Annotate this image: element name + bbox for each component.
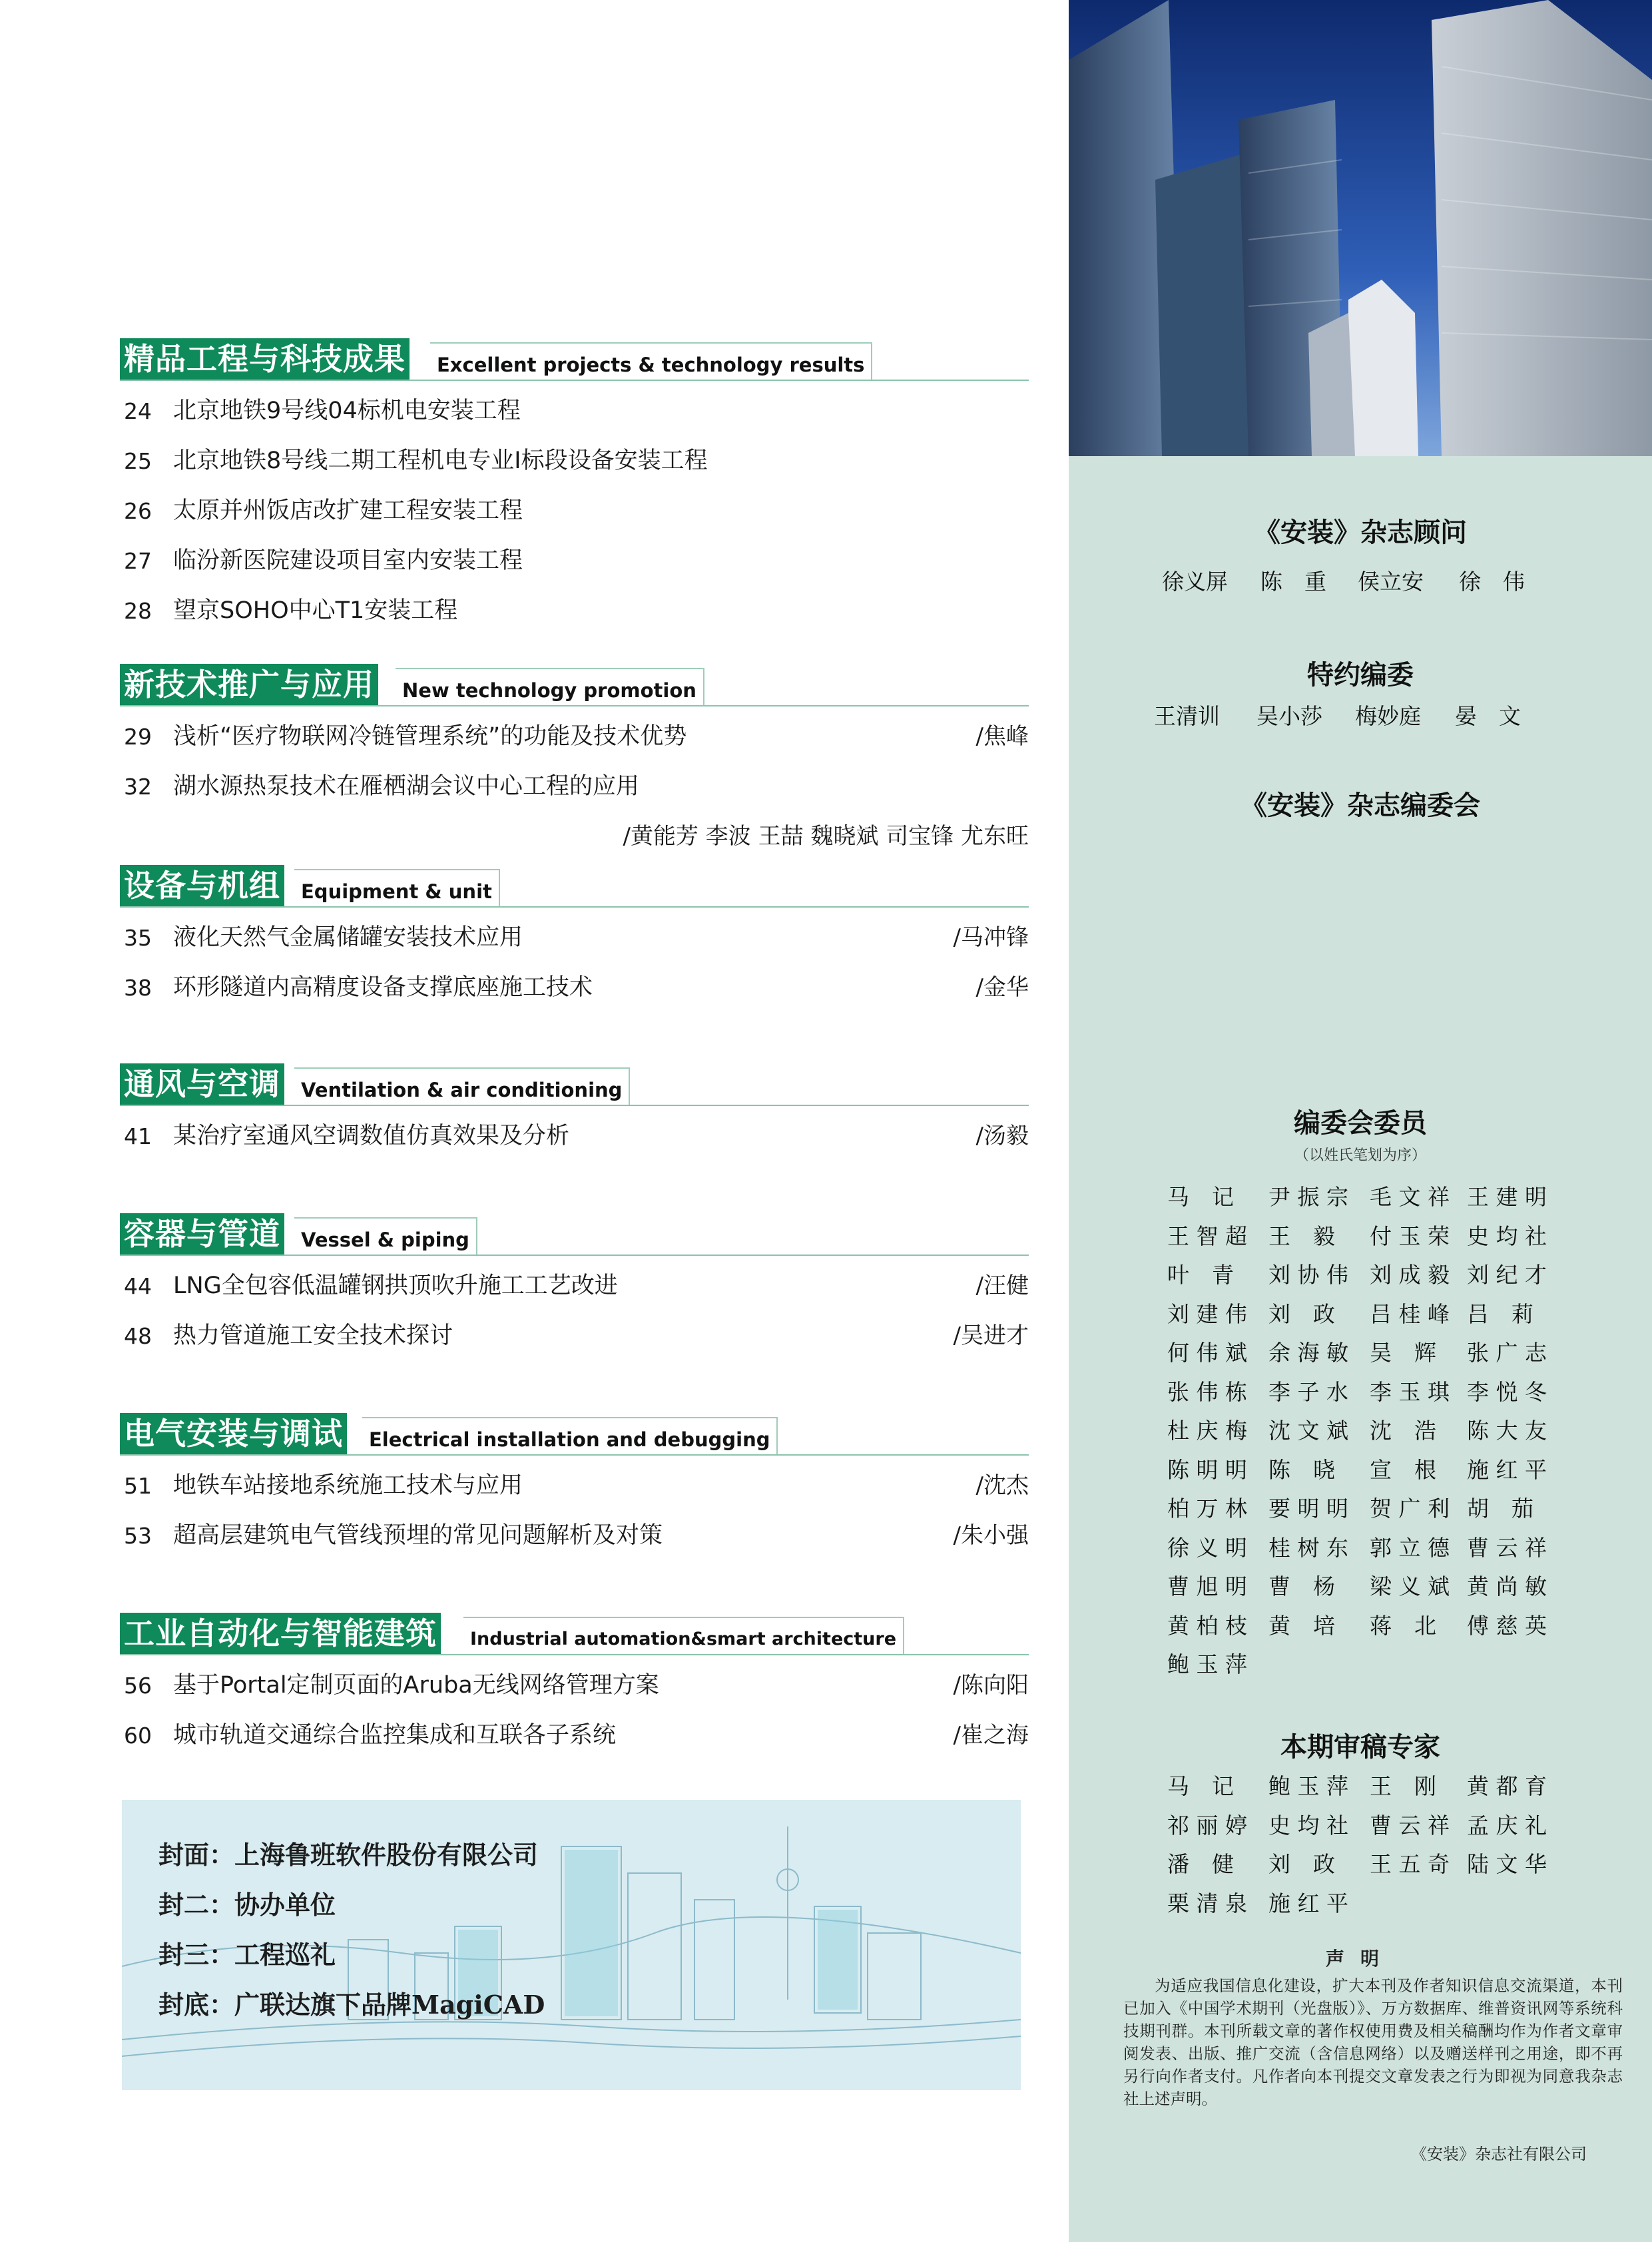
reviewer-name: 陆文华: [1467, 1851, 1547, 1877]
special-editor-name: 晏 文: [1455, 703, 1521, 729]
member-name: 施红平: [1467, 1456, 1547, 1483]
page-number: 51: [124, 1473, 152, 1499]
member-name: 吕桂峰: [1370, 1300, 1450, 1327]
toc-entry[interactable]: [120, 1461, 1029, 1511]
member-name: 宣根: [1370, 1456, 1436, 1483]
article-author: /沈杰: [975, 1472, 1029, 1499]
toc-entry[interactable]: [120, 1311, 1029, 1361]
member-name: 刘协伟: [1268, 1262, 1348, 1288]
section-title-cn: 容器与管道: [120, 1213, 284, 1255]
member-name: 刘政: [1268, 1300, 1335, 1327]
skyscraper-photo: [1069, 0, 1652, 456]
article-title: 地铁车站接地系统施工技术与应用: [173, 1472, 523, 1499]
member-name: 黄尚敏: [1467, 1573, 1547, 1599]
article-title: 太原并州饭店改扩建工程安装工程: [173, 497, 523, 524]
toc-entry[interactable]: [120, 1261, 1029, 1311]
member-name: 张伟栋: [1167, 1378, 1247, 1405]
reviewer-name: 潘健: [1167, 1851, 1234, 1877]
member-name: 何伟斌: [1167, 1340, 1247, 1366]
article-author: /吴进才: [953, 1322, 1029, 1349]
section-title-en: New technology promotion: [396, 668, 704, 706]
member-name: 王建明: [1467, 1184, 1547, 1210]
member-name: 吕莉: [1467, 1300, 1533, 1327]
toc-entry[interactable]: [120, 536, 1029, 586]
page-number: 26: [124, 498, 152, 524]
article-author: /崔之海: [953, 1722, 1029, 1749]
member-name: 柏万林: [1167, 1496, 1247, 1522]
toc-entry[interactable]: [120, 486, 1029, 536]
member-name: 梁义斌: [1370, 1573, 1450, 1599]
member-name: 沈浩: [1370, 1418, 1436, 1444]
member-name: 刘成毅: [1370, 1262, 1450, 1288]
member-name: 毛文祥: [1370, 1184, 1450, 1210]
reviewer-name: 黄都育: [1467, 1773, 1547, 1799]
statement-body: 为适应我国信息化建设，扩大本刊及作者知识信息交流渠道，本刊已加入《中国学术期刊（光盘版）》、万方数据库、维普资讯网等系统科技期刊群。本刊所载文章的著作权使用费及相关稿酬均作为作者文章审阅发表、出版、推广交流（含信息网络）以及赠送样刊之用途，即不再另行向作者支付。凡作者向本刊提交文章发表之行为即视为同意我杂志社上述声明。: [1123, 1976, 1623, 2108]
section-excellent-projects: [120, 338, 1029, 636]
member-name: 张广志: [1467, 1340, 1547, 1366]
member-name: 尹振宗: [1268, 1184, 1348, 1210]
reviewer-name: 孟庆礼: [1467, 1812, 1547, 1838]
page-number: 56: [124, 1673, 152, 1699]
member-name: 傅慈英: [1467, 1612, 1547, 1639]
toc-entry[interactable]: [120, 963, 1029, 1013]
section-ventilation: [120, 1063, 1029, 1161]
reviewer-name: 施红平: [1268, 1890, 1348, 1916]
member-name: 鲍玉萍: [1167, 1651, 1247, 1677]
member-name: 陈大友: [1467, 1418, 1547, 1444]
member-name: 余海敏: [1268, 1340, 1348, 1366]
section-header: [120, 664, 1029, 706]
reviewers-title: 本期审稿专家: [1280, 1732, 1440, 1763]
reviewer-name: 鲍玉萍: [1268, 1773, 1348, 1799]
section-header: [120, 1063, 1029, 1106]
reviewer-name: 栗清泉: [1167, 1890, 1247, 1916]
article-title: 湖水源热泵技术在雁栖湖会议中心工程的应用: [173, 773, 640, 800]
member-name: 史均社: [1467, 1223, 1547, 1249]
page-number: 29: [124, 724, 152, 750]
members-subtitle: （以姓氏笔划为序）: [1294, 1147, 1426, 1164]
article-author: /汪健: [975, 1272, 1029, 1299]
reviewer-name: 刘政: [1268, 1851, 1335, 1877]
section-header: [120, 1213, 1029, 1256]
member-name: 蒋北: [1370, 1612, 1436, 1639]
page-number: 25: [124, 448, 152, 474]
article-title: 临汾新医院建设项目室内安装工程: [173, 547, 523, 574]
section-title-en: Excellent projects & technology results: [430, 342, 872, 381]
reviewer-name: 史均社: [1268, 1812, 1348, 1838]
statement-title: 声明: [1325, 1948, 1395, 1970]
article-title: 液化天然气金属储罐安装技术应用: [173, 924, 523, 951]
member-name: 李悦冬: [1467, 1378, 1547, 1405]
section-title-en: Vessel & piping: [294, 1217, 477, 1256]
section-header: [120, 865, 1029, 908]
member-name: 徐义明: [1167, 1534, 1247, 1561]
member-name: 黄培: [1268, 1612, 1335, 1639]
toc-entry[interactable]: [120, 1511, 1029, 1561]
page-number: 35: [124, 925, 152, 951]
cover-info-box: [122, 1800, 1021, 2090]
section-rule: [120, 1105, 1029, 1106]
article-title: 某治疗室通风空调数值仿真效果及分析: [173, 1123, 570, 1149]
section-title-cn: 电气安装与调试: [120, 1413, 347, 1454]
page-number: 27: [124, 548, 152, 574]
article-title: 基于Portal定制页面的Aruba无线网络管理方案: [173, 1672, 659, 1699]
member-name: 李子水: [1268, 1378, 1348, 1405]
section-rule: [120, 1255, 1029, 1256]
article-title: 北京地铁8号线二期工程机电专业Ⅰ标段设备安装工程: [173, 447, 708, 474]
editorial-panel: [1069, 0, 1652, 2242]
member-name: 王智超: [1167, 1223, 1247, 1249]
member-name: 吴辉: [1370, 1340, 1436, 1366]
reviewer-name: 曹云祥: [1370, 1812, 1450, 1838]
section-title-cn: 新技术推广与应用: [120, 664, 378, 705]
page-number: 44: [124, 1273, 152, 1299]
cover-inside-back: 封三：工程巡礼: [158, 1940, 336, 1970]
section-title-cn: 通风与空调: [120, 1063, 284, 1105]
toc-entry[interactable]: [120, 712, 1029, 762]
article-title: 超高层建筑电气管线预埋的常见问题解析及对策: [173, 1522, 663, 1549]
page-number: 53: [124, 1523, 152, 1549]
article-title: 北京地铁9号线04标机电安装工程: [173, 398, 521, 424]
section-electrical: [120, 1413, 1029, 1561]
members-title: 编委会委员: [1294, 1108, 1427, 1139]
article-author: /朱小强: [953, 1522, 1029, 1549]
article-author: /陈向阳: [953, 1672, 1029, 1699]
member-name: 马记: [1167, 1184, 1234, 1210]
cover-front: 封面：上海鲁班软件股份有限公司: [158, 1840, 539, 1870]
toc-entry[interactable]: [120, 1661, 1029, 1711]
section-title-cn: 工业自动化与智能建筑: [120, 1613, 441, 1654]
member-name: 付玉荣: [1370, 1223, 1450, 1249]
member-name: 刘建伟: [1167, 1300, 1247, 1327]
statement-signature: 《安装》杂志社有限公司: [1411, 2145, 1587, 2163]
member-name: 黄柏枝: [1167, 1612, 1247, 1639]
article-title: 城市轨道交通综合监控集成和互联各子系统: [173, 1722, 617, 1749]
toc-entry[interactable]: [120, 762, 1029, 812]
section-title-cn: 设备与机组: [120, 865, 284, 906]
page-number: 48: [124, 1323, 152, 1349]
special-editor-name: 梅妙庭: [1355, 703, 1421, 729]
section-title-en: Electrical installation and debugging: [362, 1417, 778, 1456]
section-rule: [120, 906, 1029, 908]
page-number: 38: [124, 975, 152, 1001]
member-name: 桂树东: [1268, 1534, 1348, 1561]
toc-entry[interactable]: [120, 586, 1029, 636]
section-title-en: Ventilation & air conditioning: [294, 1067, 630, 1106]
section-title-cn: 精品工程与科技成果: [120, 338, 410, 380]
article-title: 热力管道施工安全技术探讨: [173, 1322, 453, 1349]
page-number: 28: [124, 598, 152, 624]
advisor-name: 侯立安: [1358, 569, 1424, 595]
section-rule: [120, 705, 1029, 706]
reviewer-name: 祁丽婷: [1167, 1812, 1247, 1838]
member-name: 李玉琪: [1370, 1378, 1450, 1405]
section-equipment: [120, 865, 1029, 1013]
special-editors-title: 特约编委: [1307, 660, 1414, 691]
article-title: 浅析“医疗物联网冷链管理系统”的功能及技术优势: [173, 723, 687, 750]
article-title: 环形隧道内高精度设备支撑底座施工技术: [173, 974, 593, 1001]
special-editor-name: 吴小莎: [1256, 703, 1322, 729]
toc-entry[interactable]: [120, 913, 1029, 963]
page-number: 60: [124, 1723, 152, 1749]
member-name: 陈晓: [1268, 1456, 1335, 1483]
member-name: 贺广利: [1370, 1496, 1450, 1522]
advisor-name: 徐义屏: [1162, 569, 1228, 595]
member-name: 郭立德: [1370, 1534, 1450, 1561]
article-author: /汤毅: [975, 1123, 1029, 1149]
special-editor-name: 王清训: [1154, 703, 1220, 729]
board-title: 《安装》杂志编委会: [1240, 790, 1480, 821]
cover-back: 封底：广联达旗下品牌MagiCAD: [158, 1990, 545, 2020]
reviewer-name: 王刚: [1370, 1773, 1436, 1799]
article-author: /焦峰: [975, 723, 1029, 750]
toc-entry[interactable]: [120, 1711, 1029, 1761]
reviewer-name: 王五奇: [1370, 1851, 1450, 1877]
reviewer-name: 马记: [1167, 1773, 1234, 1799]
article-title: LNG全包容低温罐钢拱顶吹升施工工艺改进: [173, 1272, 618, 1299]
section-rule: [120, 380, 1029, 381]
section-title-en: Industrial automation&smart architecture: [463, 1617, 904, 1655]
article-author: /马冲锋: [953, 924, 1029, 951]
member-name: 叶青: [1167, 1262, 1234, 1288]
section-vessel-piping: [120, 1213, 1029, 1361]
section-header: [120, 338, 1029, 381]
cover-inside-front: 封二：协办单位: [158, 1890, 336, 1920]
member-name: 王毅: [1268, 1223, 1335, 1249]
toc-entry[interactable]: [120, 436, 1029, 486]
page-number: 32: [124, 774, 152, 800]
member-name: 陈明明: [1167, 1456, 1247, 1483]
section-header: [120, 1413, 1029, 1456]
toc-entry[interactable]: [120, 386, 1029, 436]
advisors-title: 《安装》杂志顾问: [1254, 517, 1467, 548]
article-author: /金华: [975, 974, 1029, 1001]
toc-entry[interactable]: [120, 1111, 1029, 1161]
page-number: 24: [124, 398, 152, 424]
section-rule: [120, 1454, 1029, 1456]
section-automation: [120, 1613, 1029, 1761]
member-name: 曹杨: [1268, 1573, 1335, 1599]
member-name: 沈文斌: [1268, 1418, 1348, 1444]
advisor-name: 徐 伟: [1459, 569, 1525, 595]
member-name: 胡茄: [1467, 1496, 1533, 1522]
member-name: 要明明: [1268, 1496, 1348, 1522]
member-name: 刘纪才: [1467, 1262, 1547, 1288]
article-title: 望京SOHO中心T1安装工程: [173, 597, 458, 624]
member-name: 曹旭明: [1167, 1573, 1247, 1599]
section-rule: [120, 1654, 1029, 1655]
article-authors: /黄能芳 李波 王喆 魏晓斌 司宝锋 尤东旺: [623, 823, 1029, 850]
advisor-name: 陈 重: [1260, 569, 1326, 595]
section-new-technology: [120, 664, 1029, 862]
section-title-en: Equipment & unit: [294, 869, 500, 908]
member-name: 杜庆梅: [1167, 1418, 1247, 1444]
page-number: 41: [124, 1123, 152, 1149]
member-name: 曹云祥: [1467, 1534, 1547, 1561]
section-header: [120, 1613, 1029, 1655]
